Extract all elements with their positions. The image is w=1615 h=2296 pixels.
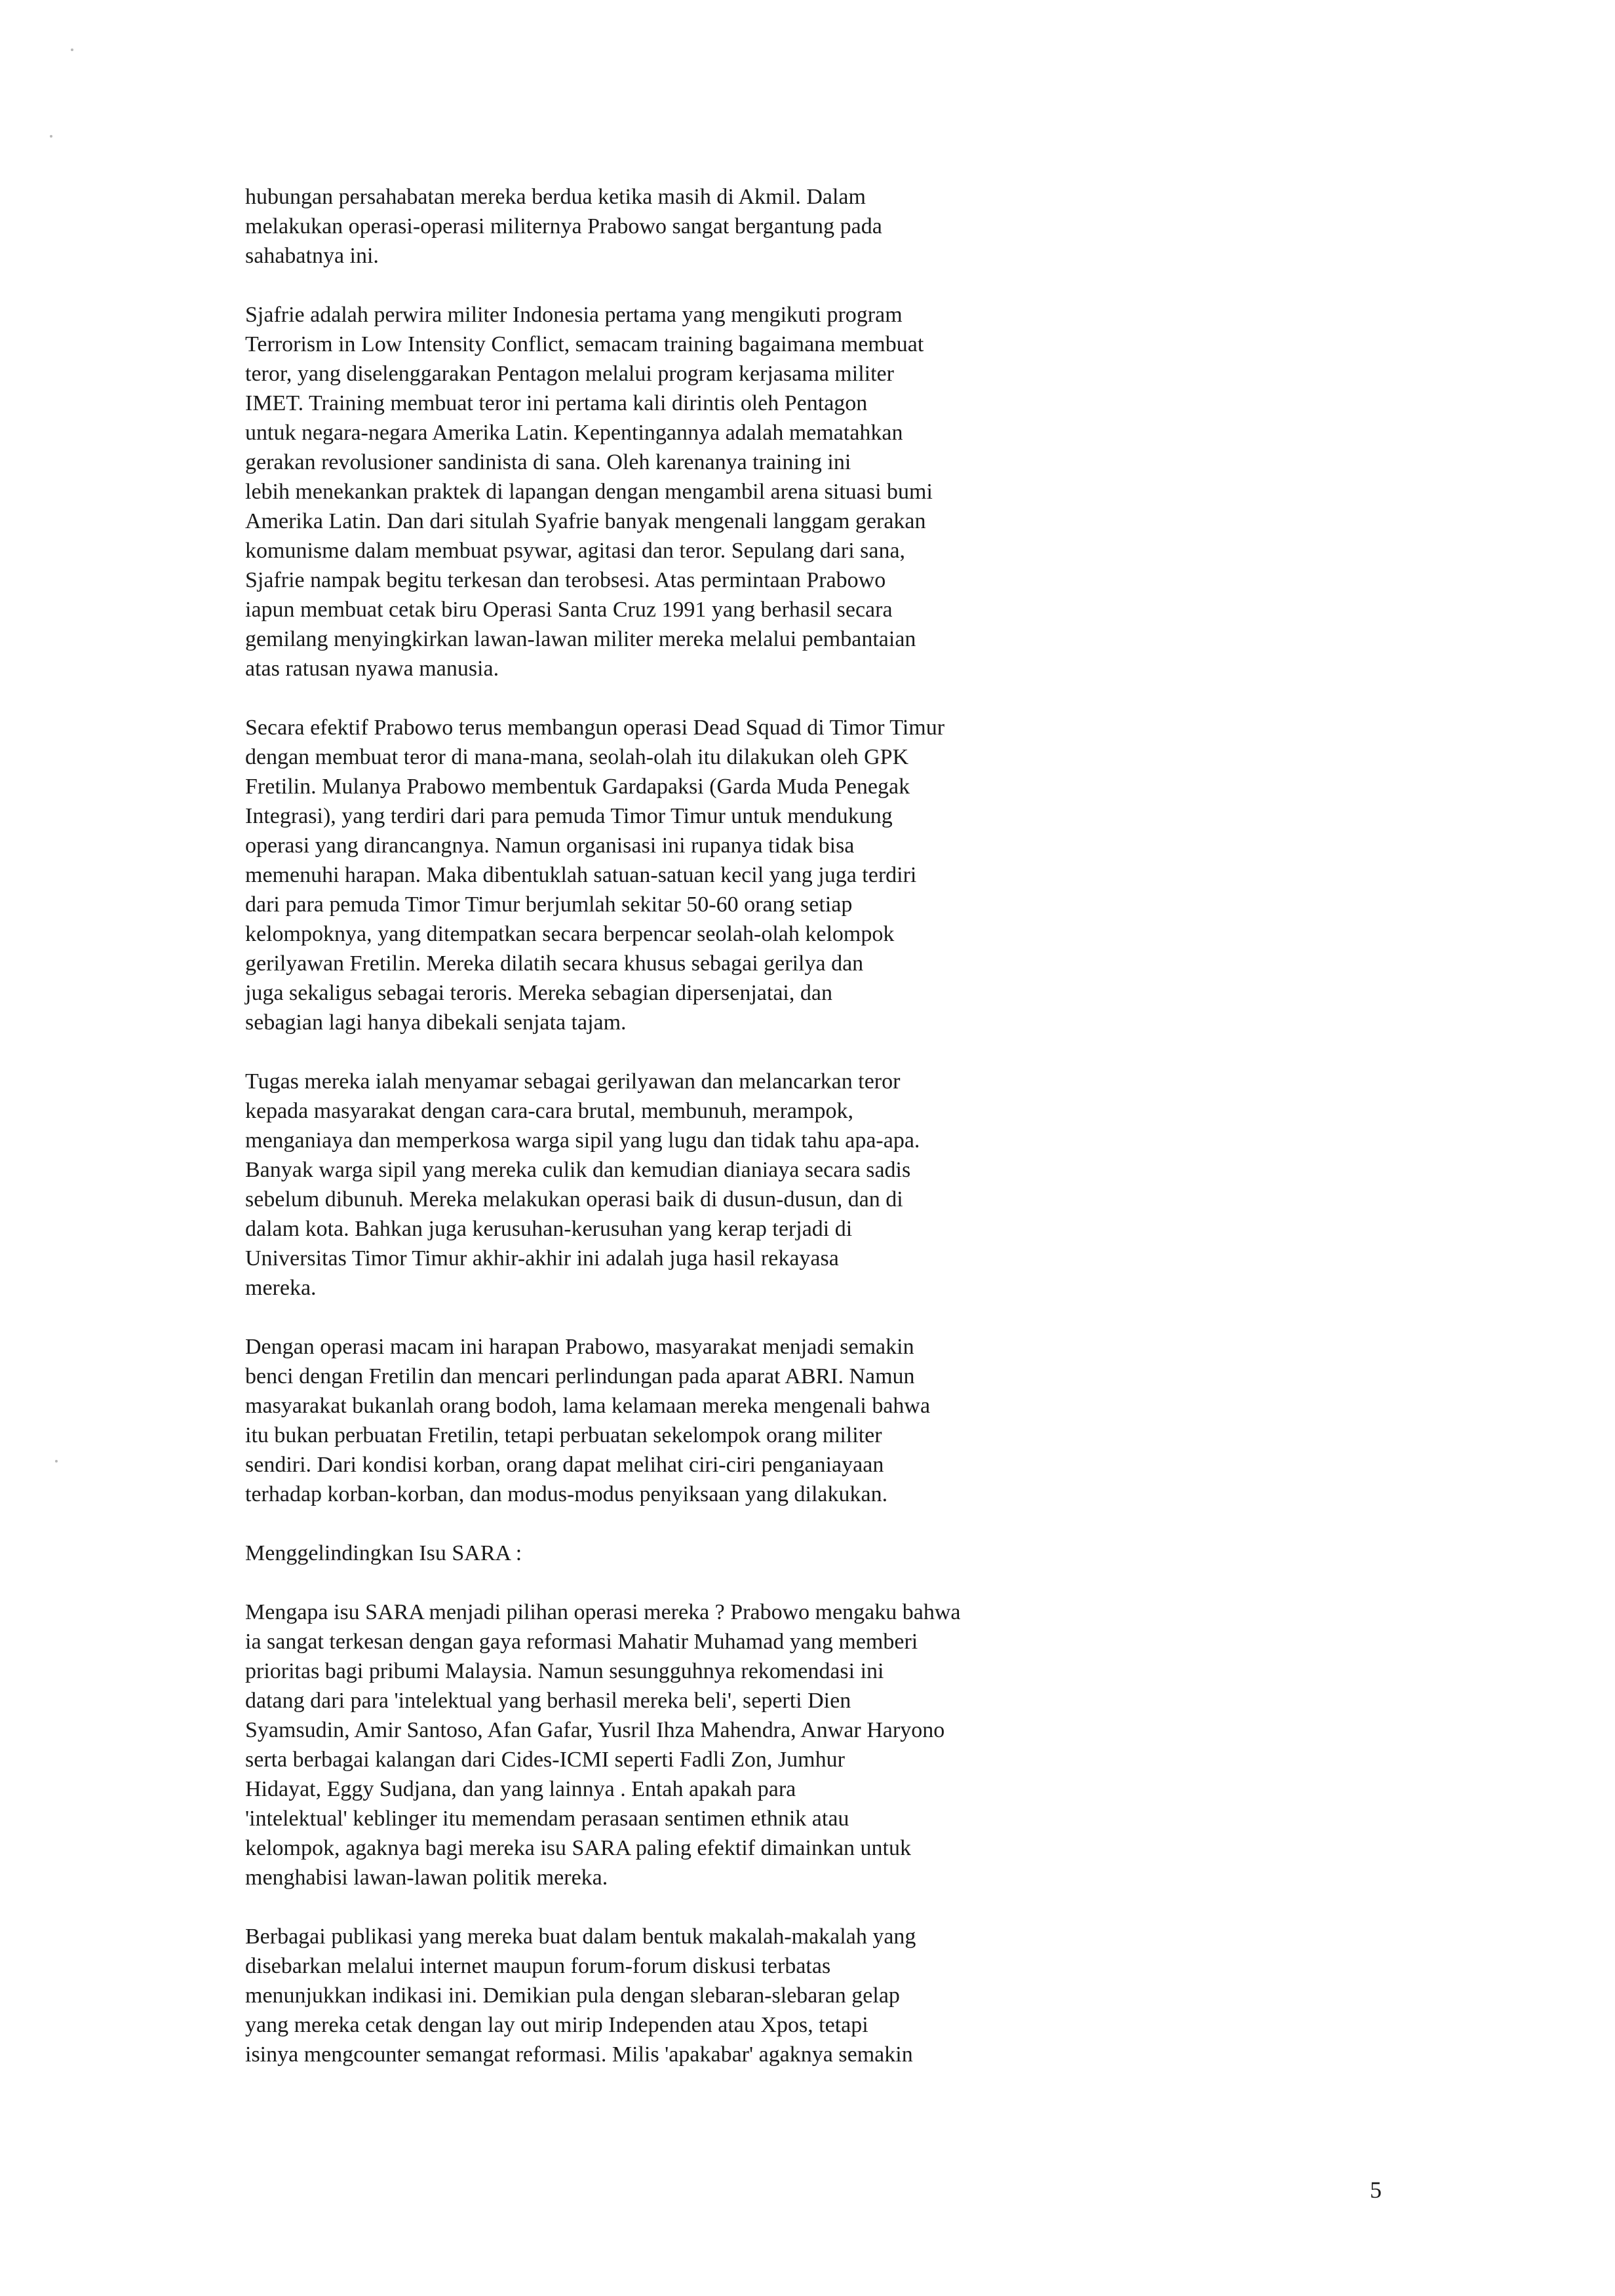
text-line: dengan membuat teror di mana-mana, seolah-olah itu dilakukan oleh GPK [245,745,909,769]
text-line: Secara efektif Prabowo terus membangun operasi Dead Squad di Timor Timur [245,716,945,740]
text-line: untuk negara-negara Amerika Latin. Kepentingannya adalah mematahkan [245,421,903,445]
text-line: yang mereka cetak dengan lay out mirip Independen atau Xpos, tetapi [245,2013,868,2037]
text-line: masyarakat bukanlah orang bodoh, lama kelamaan mereka mengenali bahwa [245,1394,931,1418]
text-line: sahabatnya ini. [245,244,379,268]
text-line: Syamsudin, Amir Santoso, Afan Gafar, Yusril Ihza Mahendra, Anwar Haryono [245,1718,945,1742]
text-line: memenuhi harapan. Maka dibentuklah satuan-satuan kecil yang juga terdiri [245,863,917,887]
text-line: Hidayat, Eggy Sudjana, dan yang lainnya . Entah apakah para [245,1777,796,1801]
text-line: terhadap korban-korban, dan modus-modus penyiksaan yang dilakukan. [245,1482,888,1506]
text-line: Mengapa isu SARA menjadi pilihan operasi mereka ? Prabowo mengaku bahwa [245,1600,961,1624]
text-line: dari para pemuda Timor Timur berjumlah sekitar 50-60 orang setiap [245,892,853,917]
text-line: gerilyawan Fretilin. Mereka dilatih secara khusus sebagai gerilya dan [245,951,864,976]
scan-speck [55,1460,58,1463]
text-line: menghabisi lawan-lawan politik mereka. [245,1866,608,1890]
text-line: sebagian lagi hanya dibekali senjata tajam. [245,1010,627,1035]
paragraph [245,1067,1320,1303]
text-line: mereka. [245,1276,317,1300]
text-line: isinya mengcounter semangat reformasi. Milis 'apakabar' agaknya semakin [245,2042,913,2067]
text-line: Terrorism in Low Intensity Conflict, semacam training bagaimana membuat [245,332,924,356]
document-body [245,182,1320,2099]
text-line: sendiri. Dari kondisi korban, orang dapat melihat ciri-ciri penganiayaan [245,1453,884,1477]
text-line: teror, yang diselenggarakan Pentagon melalui program kerjasama militer [245,362,894,386]
text-line: iapun membuat cetak biru Operasi Santa Cruz 1991 yang berhasil secara [245,598,893,622]
text-line: Universitas Timor Timur akhir-akhir ini adalah juga hasil rekayasa [245,1246,839,1271]
text-line: menganiaya dan memperkosa warga sipil yang lugu dan tidak tahu apa-apa. [245,1128,920,1153]
text-line: Banyak warga sipil yang mereka culik dan kemudian dianiaya secara sadis [245,1158,911,1182]
paragraph [245,182,1320,271]
text-line: melakukan operasi-operasi militernya Prabowo sangat bergantung pada [245,214,882,239]
text-line: 'intelektual' keblinger itu memendam perasaan sentimen ethnik atau [245,1807,849,1831]
text-line: Sjafrie nampak begitu terkesan dan terobsesi. Atas permintaan Prabowo [245,568,886,592]
text-line: Amerika Latin. Dan dari situlah Syafrie banyak mengenali langgam gerakan [245,509,926,533]
text-line: Menggelindingkan Isu SARA : [245,1541,522,1565]
text-line: Sjafrie adalah perwira militer Indonesia pertama yang mengikuti program [245,303,903,327]
text-line: operasi yang dirancangnya. Namun organisasi ini rupanya tidak bisa [245,833,855,858]
text-line: kelompoknya, yang ditempatkan secara berpencar seolah-olah kelompok [245,922,895,946]
paragraph [245,300,1320,683]
scan-speck [50,135,52,138]
paragraph [245,1598,1320,1892]
text-line: menunjukkan indikasi ini. Demikian pula dengan slebaran-slebaran gelap [245,1983,900,2008]
text-line: lebih menekankan praktek di lapangan dengan mengambil arena situasi bumi [245,480,933,504]
text-line: Dengan operasi macam ini harapan Prabowo, masyarakat menjadi semakin [245,1335,914,1359]
text-line: kelompok, agaknya bagi mereka isu SARA paling efektif dimainkan untuk [245,1836,911,1860]
text-line: juga sekaligus sebagai teroris. Mereka sebagian dipersenjatai, dan [245,981,832,1005]
text-line: hubungan persahabatan mereka berdua ketika masih di Akmil. Dalam [245,185,866,209]
text-line: gemilang menyingkirkan lawan-lawan militer mereka melalui pembantaian [245,627,916,651]
text-line: ia sangat terkesan dengan gaya reformasi Mahatir Muhamad yang memberi [245,1630,918,1654]
text-line: sebelum dibunuh. Mereka melakukan operasi baik di dusun-dusun, dan di [245,1187,903,1212]
text-line: kepada masyarakat dengan cara-cara brutal, membunuh, merampok, [245,1099,853,1123]
paragraph [245,1332,1320,1509]
text-line: atas ratusan nyawa manusia. [245,657,499,681]
text-line: dalam kota. Bahkan juga kerusuhan-kerusuhan yang kerap terjadi di [245,1217,853,1241]
text-line: itu bukan perbuatan Fretilin, tetapi perbuatan sekelompok orang militer [245,1423,882,1447]
paragraph [245,1922,1320,2069]
text-line: datang dari para 'intelektual yang berhasil mereka beli', seperti Dien [245,1689,851,1713]
text-line: IMET. Training membuat teror ini pertama kali dirintis oleh Pentagon [245,391,868,415]
text-line: disebarkan melalui internet maupun forum-forum diskusi terbatas [245,1954,831,1978]
text-line: serta berbagai kalangan dari Cides-ICMI seperti Fadli Zon, Jumhur [245,1748,845,1772]
page-number: 5 [1370,2177,1382,2203]
scan-speck [71,48,73,51]
text-line: prioritas bagi pribumi Malaysia. Namun sesungguhnya rekomendasi ini [245,1659,884,1683]
text-line: Fretilin. Mulanya Prabowo membentuk Gardapaksi (Garda Muda Penegak [245,775,910,799]
text-line: benci dengan Fretilin dan mencari perlindungan pada aparat ABRI. Namun [245,1364,915,1388]
text-line: komunisme dalam membuat psywar, agitasi dan teror. Sepulang dari sana, [245,539,906,563]
text-line: Integrasi), yang terdiri dari para pemuda Timor Timur untuk mendukung [245,804,893,828]
text-line: Berbagai publikasi yang mereka buat dalam bentuk makalah-makalah yang [245,1924,916,1949]
paragraph [245,713,1320,1037]
text-line: Tugas mereka ialah menyamar sebagai gerilyawan dan melancarkan teror [245,1069,901,1094]
text-line: gerakan revolusioner sandinista di sana. Oleh karenanya training ini [245,450,851,474]
section-heading [245,1539,1320,1568]
